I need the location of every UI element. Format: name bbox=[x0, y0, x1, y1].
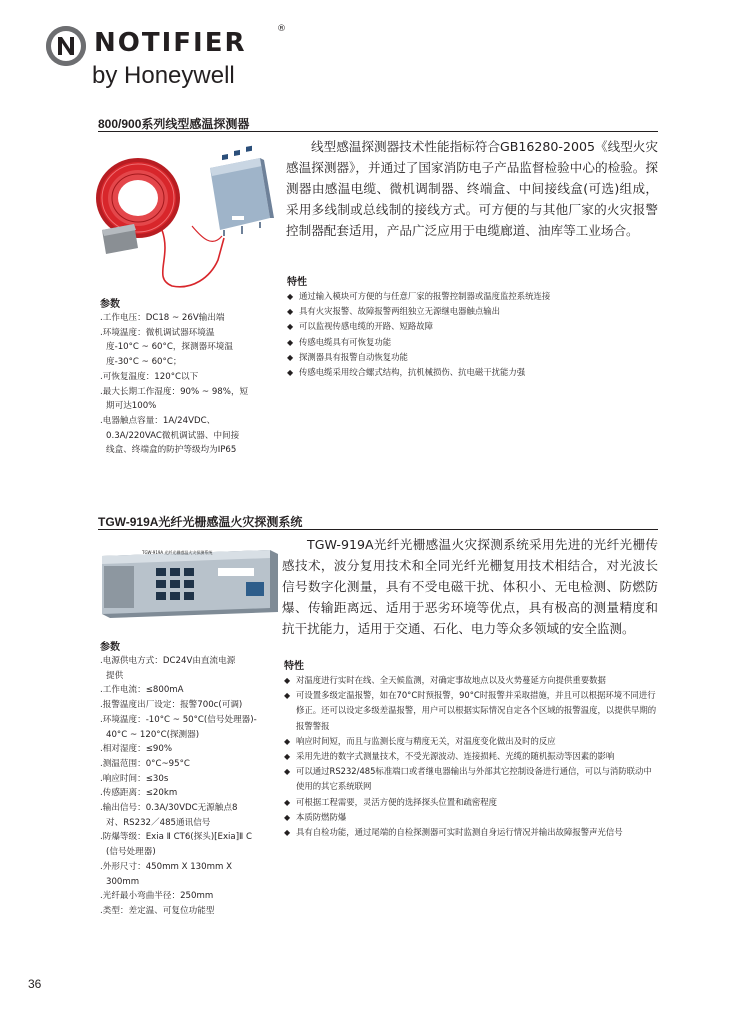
list-item: . 类型：差定温、可复位功能型 bbox=[100, 904, 284, 919]
page-number: 36 bbox=[28, 977, 42, 991]
section1-params-list bbox=[100, 311, 280, 458]
section1-divider bbox=[98, 131, 658, 132]
section2-features-title: 特性 bbox=[284, 661, 304, 672]
diamond-bullet-icon: ◆ bbox=[287, 352, 294, 362]
section2-title: TGW-919A光纤光栅感温火灾探测系统 bbox=[98, 515, 303, 529]
list-item: . 工作电压：DC18 ~ 26V输出端 bbox=[100, 311, 280, 326]
list-item: ◆ 可以监视传感电缆的开路、短路故障 bbox=[287, 319, 659, 334]
list-item: ◆ 具有火灾报警、故障报警两组独立无源继电器触点输出 bbox=[287, 304, 659, 319]
list-item: ◆ 探测器具有报警自动恢复功能 bbox=[287, 350, 659, 365]
brand-byline: by Honeywell bbox=[92, 62, 235, 89]
diamond-bullet-icon: ◆ bbox=[284, 828, 291, 838]
diamond-bullet-icon: ◆ bbox=[284, 812, 291, 822]
section1-features-list bbox=[287, 289, 659, 380]
list-item: ◆ 可设置多级定温报警，如在70°C时预报警，90°C时报警并采取措施，并且可以根据环境不同进行修正。还可以设定多级差温报警，用户可以根据实际情况自定各个区域的报警温度，以提供早期的报警警报 bbox=[284, 690, 657, 731]
list-item: . 环境温度：微机调试器环境温 度-10°C ~ 60°C，探测器环境温 度-30°C ~ 60°C； bbox=[100, 326, 280, 370]
list-item: ◆ 响应时间短，而且与监测长度与精度无关，对温度变化做出及时的反应 bbox=[284, 734, 658, 749]
list-item: . 电源供电方式：DC24V由直流电源 提供 bbox=[100, 654, 284, 683]
notifier-logo-icon bbox=[46, 26, 86, 66]
list-item: . 电器触点容量：1A/24VDC、 0.3A/220VAC微机调试器、中间接 线盒、终端盒的防护等级均为IP65 bbox=[100, 414, 280, 458]
list-item: . 工作电流：≤800mA bbox=[100, 683, 284, 698]
list-item: ◆ 采用先进的数字式测量技术，不受光源波动、连接损耗、光缆的随机振动等因素的影响 bbox=[284, 749, 658, 764]
diamond-bullet-icon: ◆ bbox=[284, 767, 291, 777]
diamond-bullet-icon: ◆ bbox=[287, 322, 294, 332]
list-item: . 相对湿度：≤90% bbox=[100, 742, 284, 757]
brand-name: NOTIFIER bbox=[94, 28, 247, 58]
list-item: ◆ 通过输入模块可方便的与任意厂家的报警控制器或温度监控系统连接 bbox=[287, 289, 659, 304]
section2-divider bbox=[98, 529, 658, 530]
list-item: . 传感距离：≤20km bbox=[100, 786, 284, 801]
list-item: ◆ 可根据工程需要，灵活方便的选择探头位置和疏密程度 bbox=[284, 795, 658, 810]
list-item: . 输出信号：0.3A/30VDC无源触点8 对、RS232／485通讯信号 bbox=[100, 801, 284, 830]
list-item: . 防爆等级：Exia Ⅱ CT6(探头)[Exia]Ⅱ C (信号处理器) bbox=[100, 830, 284, 859]
list-item: ◆ 具有自检功能，通过尾端的自检探测器可实时监测自身运行情况并输出故障报警声光信号 bbox=[284, 825, 658, 840]
list-item: . 测温范围：0°C~95°C bbox=[100, 757, 284, 772]
diamond-bullet-icon: ◆ bbox=[284, 736, 291, 746]
diamond-bullet-icon: ◆ bbox=[287, 368, 294, 378]
list-item: . 报警温度出厂设定：报警700c(可调) bbox=[100, 698, 284, 713]
list-item: . 响应时间：≤30s bbox=[100, 772, 284, 787]
list-item: . 可恢复温度：120°C以下 bbox=[100, 370, 280, 385]
list-item: . 光纤最小弯曲半径：250mm bbox=[100, 889, 284, 904]
section1-title: 800/900系列线型感温探测器 bbox=[98, 117, 250, 131]
section2-intro: TGW-919A光纤光栅感温火灾探测系统采用先进的光纤光栅传感技术，波分复用技术和全同光纤光栅复用技术相结合，对光波长信号数字化测量，具有不受电磁干扰、体积小、无电检测、防燃防爆、传输距离远、适用于恶劣环境等优点，具有极高的测量精度和抗干扰能力，适用于交通、石化、电力等众多领域的安全监测。 bbox=[282, 537, 658, 636]
section2-params-title: 参数 bbox=[100, 642, 120, 653]
list-item: ◆ 对温度进行实时在线、全天候监测，对确定事故地点以及火势蔓延方向提供重要数据 bbox=[284, 673, 658, 688]
section2-params-list bbox=[100, 654, 284, 919]
list-item: . 最大长期工作湿度：90% ~ 98%，短 期可达100% bbox=[100, 385, 280, 414]
fiber-grating-processor-photo bbox=[98, 542, 280, 620]
list-item: ◆ 本质防燃防爆 bbox=[284, 810, 658, 825]
diamond-bullet-icon: ◆ bbox=[287, 337, 294, 347]
section2-features-list bbox=[284, 673, 658, 840]
diamond-bullet-icon: ◆ bbox=[287, 292, 294, 301]
list-item: ◆ 传感电缆具有可恢复功能 bbox=[287, 335, 659, 350]
diamond-bullet-icon: ◆ bbox=[287, 307, 294, 317]
device-label: TGW-919A 光纤光栅感温火灾探测系统 bbox=[142, 550, 213, 555]
list-item: . 环境温度：-10°C ~ 50°C(信号处理器)- 40°C ~ 120°C(探测器) bbox=[100, 713, 284, 742]
section1-features-title: 特性 bbox=[287, 277, 307, 288]
diamond-bullet-icon: ◆ bbox=[284, 691, 291, 701]
registered-mark: ® bbox=[277, 24, 286, 34]
list-item: ◆ 可以通过RS232/485标准端口或者继电器输出与外部其它控制设备进行通信，可以与消防联动中使用的其它系统联网 bbox=[284, 766, 652, 792]
list-item: ◆ 传感电缆采用绞合螺式结构，抗机械损伤、抗电磁干扰能力强 bbox=[287, 365, 659, 380]
section1-params-title: 参数 bbox=[100, 299, 120, 310]
diamond-bullet-icon: ◆ bbox=[284, 676, 291, 685]
section1-intro: 线型感温探测器技术性能指标符合GB16280-2005《线型火灾感温探测器》，并通过了国家消防电子产品监督检验中心的检验。探测器由感温电缆、微机调制器、终端盒、中间接线盒(可选)组成，采用多线制或总线制的接线方式。可方便的与其他厂家的火灾报警控制器配套适用，产品广泛应用于电缆廊道、油库等工业场合。 bbox=[286, 139, 658, 238]
diamond-bullet-icon: ◆ bbox=[284, 752, 291, 762]
list-item: . 外形尺寸：450mm X 130mm X 300mm bbox=[100, 860, 284, 889]
diamond-bullet-icon: ◆ bbox=[284, 797, 291, 807]
linear-heat-detector-photo bbox=[92, 138, 284, 290]
